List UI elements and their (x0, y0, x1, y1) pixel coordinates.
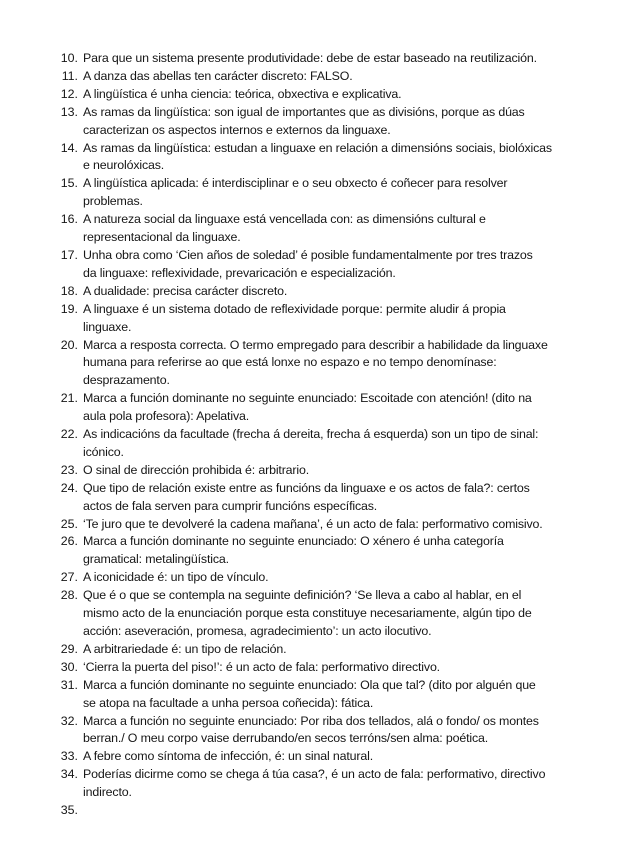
item-text-line: aula pola profesora): Apelativa. (83, 409, 250, 424)
item-number: 22. (60, 427, 78, 442)
item-text (83, 104, 561, 140)
list-item (0, 247, 628, 283)
item-number: 26. (60, 534, 78, 549)
list-item (0, 533, 628, 569)
item-text-line: Marca a función dominante no seguinte enunciado: Escoitade con atención! (dito na (83, 391, 532, 406)
item-number: 30. (60, 659, 78, 674)
item-number: 14. (60, 140, 78, 155)
list-item (0, 337, 628, 391)
item-number: 17. (60, 247, 78, 262)
item-text (83, 748, 561, 766)
item-text-line: Marca a función dominante no seguinte enunciado: O xénero é unha categoría (83, 534, 504, 549)
item-text (83, 50, 561, 68)
list-item (0, 175, 628, 211)
list-item (0, 766, 628, 802)
item-text (83, 677, 561, 713)
item-text (83, 587, 561, 641)
item-number: 23. (60, 462, 78, 477)
item-text-line: ‘Cierra la puerta del piso!’: é un acto de fala: performativo directivo. (83, 659, 440, 674)
item-number: 31. (60, 677, 78, 692)
document-page (0, 50, 628, 820)
item-text (83, 480, 561, 516)
item-text (83, 659, 561, 677)
item-number: 21. (60, 391, 78, 406)
item-text-line: A danza das abellas ten carácter discreto: FALSO. (83, 68, 353, 83)
item-text (83, 175, 561, 211)
item-number: 32. (60, 713, 78, 728)
item-text-line: Que tipo de relación existe entre as funcións da linguaxe e os actos de fala?: certos (83, 480, 530, 495)
item-text (83, 533, 561, 569)
list-item (0, 713, 628, 749)
item-number: 15. (60, 176, 78, 191)
item-text (83, 516, 561, 534)
item-text-line: Que é o que se contempla na seguinte definición? ‘Se lleva a cabo al hablar, en el (83, 588, 522, 603)
item-text-line: icónico. (83, 444, 124, 459)
item-text (83, 766, 561, 802)
item-text-line: humana para referirse ao que está lonxe no espazo e no tempo denomínase: (83, 355, 497, 370)
item-number: 16. (60, 212, 78, 227)
item-text (83, 337, 561, 391)
item-number: 28. (60, 588, 78, 603)
item-number: 12. (60, 86, 78, 101)
item-text-line: A dualidade: precisa carácter discreto. (83, 283, 288, 298)
item-text-line: A arbitrariedade é: un tipo de relación. (83, 641, 287, 656)
item-text-line: problemas. (83, 194, 143, 209)
list-item (0, 301, 628, 337)
item-text-line: desprazamento. (83, 373, 170, 388)
list-item (0, 748, 628, 766)
item-number: 33. (60, 749, 78, 764)
item-text-line: linguaxe. (83, 319, 132, 334)
list-item (0, 140, 628, 176)
item-number: 27. (60, 570, 78, 585)
item-number: 34. (60, 767, 78, 782)
item-text-line: Marca a función dominante no seguinte enunciado: Ola que tal? (dito por alguén que (83, 677, 536, 692)
item-text-line: e neurolóxicas. (83, 158, 165, 173)
item-text-line: acción: aseveración, promesa, agradecimiento’: un acto ilocutivo. (83, 624, 432, 638)
item-text-line: A linguaxe é un sistema dotado de reflexividade porque: permite aludir á propia (83, 301, 506, 316)
item-text-line: As ramas da lingüística: son igual de importantes que as divisións, porque as dúas (83, 104, 525, 119)
list-item (0, 569, 628, 587)
list-item (0, 211, 628, 247)
item-number: 20. (60, 337, 78, 352)
item-number: 11. (61, 68, 78, 83)
item-text-line: se atopa na facultade a unha persoa coñecida): fática. (83, 695, 374, 710)
list-item (0, 516, 628, 534)
item-text (83, 462, 561, 480)
item-text (83, 390, 561, 426)
item-text-line: da linguaxe: reflexividade, prevaricación e especialización. (83, 265, 396, 280)
item-text-line: indirecto. (83, 785, 132, 800)
item-text-line: Unha obra como ‘Cien años de soledad’ é posible fundamentalmente por tres trazos (83, 247, 533, 262)
item-text (83, 569, 561, 587)
item-text-line: Para que un sistema presente produtividade: debe de estar baseado na reutilización. (83, 51, 537, 65)
item-text-line: A lingüística é unha ciencia: teórica, obxectiva e explicativa. (83, 86, 402, 101)
item-text-line: O sinal de dirección prohibida é: arbitrario. (83, 462, 310, 477)
item-text-line: berran./ O meu corpo vaise derrubando/en secos terróns/sen alma: poética. (83, 731, 489, 746)
list-item (0, 659, 628, 677)
item-number: 35. (60, 803, 78, 818)
item-text-line: ‘Te juro que te devolveré la cadena mañana’, é un acto de fala: performativo comisivo. (83, 516, 543, 531)
item-text-line: A natureza social da linguaxe está vencellada con: as dimensións cultural e (83, 212, 486, 227)
item-text (83, 301, 561, 337)
list-item (0, 802, 628, 820)
item-text-line: representacional da linguaxe. (83, 230, 241, 245)
item-text-line: mismo acto de la enunciación porque esta constituye necesariamente, algún tipo de (83, 606, 532, 621)
item-text-line: actos de fala serven para cumprir funcións específicas. (83, 498, 378, 513)
item-text-line: gramatical: metalingüística. (83, 552, 229, 567)
item-text (83, 641, 561, 659)
item-text-line: caracterizan os aspectos internos e externos da linguaxe. (83, 122, 391, 137)
list-item (0, 587, 628, 641)
item-text (83, 86, 561, 104)
item-text-line: A lingüística aplicada: é interdisciplinar e o seu obxecto é coñecer para resolver (83, 176, 508, 191)
item-text (83, 247, 561, 283)
list-item (0, 641, 628, 659)
item-text-line: As indicacións da facultade (frecha á dereita, frecha á esquerda) son un tipo de sinal: (83, 427, 539, 442)
item-text (83, 283, 561, 301)
item-text (83, 140, 561, 176)
item-text-line: Poderías dicirme como se chega á túa casa?, é un acto de fala: performativo, directivo (83, 767, 546, 782)
list-item (0, 462, 628, 480)
item-number: 10. (60, 51, 78, 65)
list-item (0, 390, 628, 426)
item-number: 13. (60, 104, 78, 119)
item-number: 25. (60, 516, 78, 531)
list-item (0, 104, 628, 140)
item-text-line: A iconicidade é: un tipo de vínculo. (83, 570, 269, 585)
list-item (0, 50, 628, 68)
item-text-line: As ramas da lingüística: estudan a linguaxe en relación a dimensións sociais, biolóxicas (83, 140, 552, 155)
item-number: 24. (60, 480, 78, 495)
item-number: 19. (60, 301, 78, 316)
item-text (83, 713, 561, 749)
item-text-line: Marca a función no seguinte enunciado: Por riba dos tellados, alá o fondo/ os montes (83, 713, 539, 728)
item-number: 29. (60, 641, 78, 656)
item-text-line: Marca a resposta correcta. O termo empregado para describir a habilidade da linguaxe (83, 337, 548, 352)
list-item (0, 677, 628, 713)
list-item (0, 426, 628, 462)
list-item (0, 86, 628, 104)
item-text (83, 426, 561, 462)
list-item (0, 480, 628, 516)
item-text (83, 211, 561, 247)
item-number: 18. (60, 283, 78, 298)
item-text (83, 68, 561, 86)
list-item (0, 283, 628, 301)
list-item (0, 68, 628, 86)
item-text-line: A febre como síntoma de infección, é: un sinal natural. (83, 749, 373, 764)
